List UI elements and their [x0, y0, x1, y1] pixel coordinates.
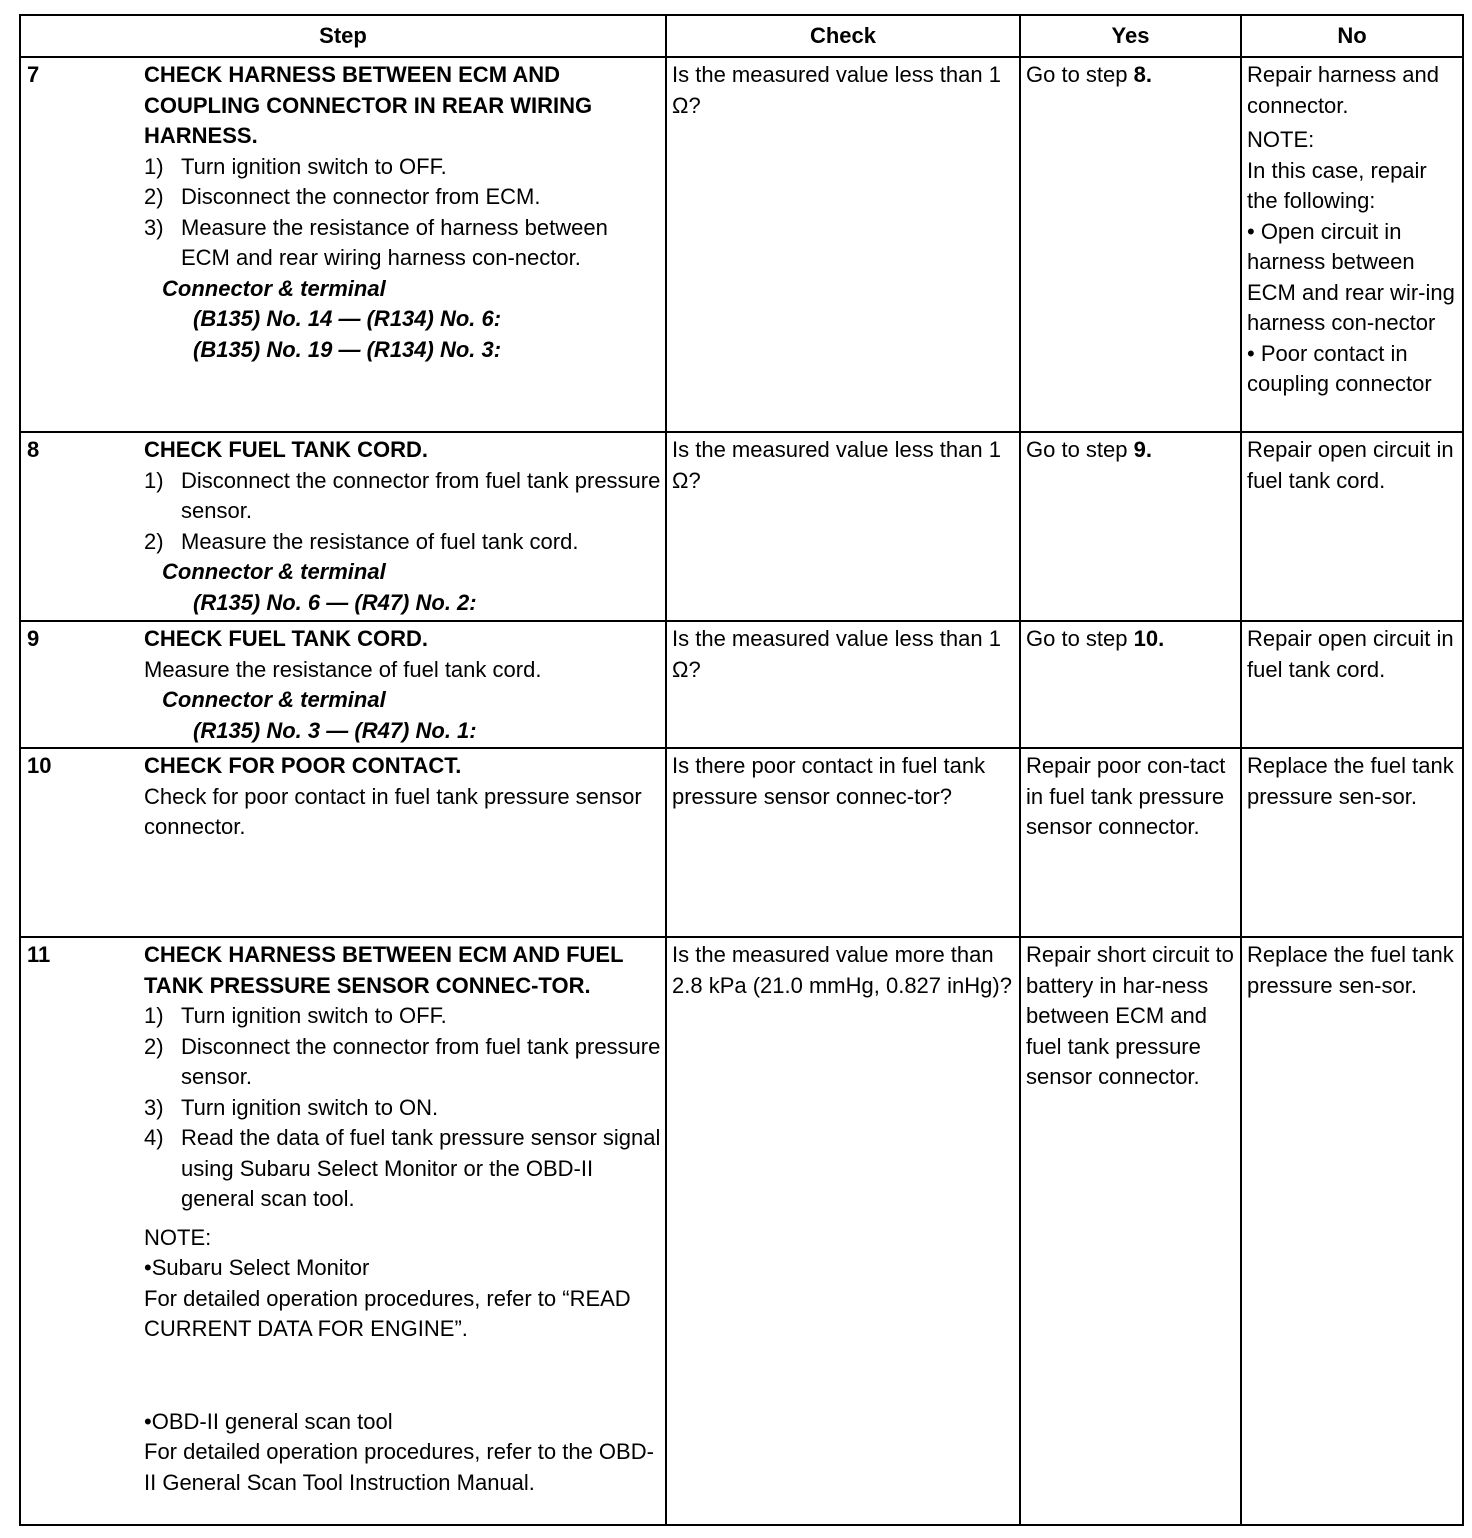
- step-number: 10: [27, 753, 52, 778]
- list-item: 3) Turn ignition switch to ON.: [144, 1094, 439, 1120]
- connector-terminal-line: (B135) No. 14 — (R134) No. 6:: [193, 306, 502, 331]
- connector-terminal-label: Connector & terminal: [162, 687, 386, 712]
- step-title: CHECK HARNESS BETWEEN ECM AND COUPLING CONNECTOR IN REAR WIRING HARNESS.: [144, 62, 593, 148]
- connector-terminal-line: (B135) No. 19 — (R134) No. 3:: [193, 336, 502, 362]
- table-row: [20, 621, 1463, 748]
- check-cell: Is the measured value less than 1 Ω?: [666, 57, 1020, 432]
- connector-terminal-label: Connector & terminal: [162, 559, 386, 584]
- yes-cell: Go to step 10.: [1020, 621, 1241, 748]
- step-title: CHECK FUEL TANK CORD.: [144, 437, 428, 462]
- header-row: [20, 15, 1463, 57]
- list-item: 4) Read the data of fuel tank pressure sensor signal using Subaru Select Monitor or the OBD-II general scan tool.: [144, 1125, 661, 1211]
- connector-terminal-line: (R135) No. 3 — (R47) No. 1:: [193, 717, 477, 743]
- header-step: Step: [20, 15, 666, 57]
- step-number: 8: [27, 437, 40, 462]
- step-instructions: [144, 466, 661, 558]
- list-item: 1) Turn ignition switch to OFF.: [144, 1003, 447, 1028]
- no-cell: Replace the fuel tank pressure sen-sor.: [1241, 937, 1463, 1525]
- yes-cell: Repair short circuit to battery in har-ness between ECM and fuel tank pressure sensor connector.: [1020, 937, 1241, 1525]
- table-row: [20, 748, 1463, 937]
- table-row: [20, 432, 1463, 621]
- no-cell: Repair open circuit in fuel tank cord.: [1241, 432, 1463, 621]
- no-cell: Repair open circuit in fuel tank cord.: [1241, 621, 1463, 748]
- check-cell: Is the measured value less than 1 Ω?: [666, 432, 1020, 621]
- step-intro: Check for poor contact in fuel tank pressure sensor connector.: [144, 783, 642, 839]
- check-cell: Is the measured value less than 1 Ω?: [666, 621, 1020, 748]
- no-cell: Repair harness and connector. NOTE: In this case, repair the following: • Open circuit in harness between ECM and rear wir-ing harness con-nector • Poor contact in coupling connector: [1241, 57, 1463, 432]
- step-cell: [20, 57, 666, 432]
- yes-cell: Repair poor con-tact in fuel tank pressure sensor connector.: [1020, 748, 1241, 937]
- connector-terminal-line: (R135) No. 6 — (R47) No. 2:: [193, 589, 477, 615]
- step-cell: [20, 748, 666, 937]
- step-title: CHECK FOR POOR CONTACT.: [144, 753, 462, 778]
- yes-cell: Go to step 9.: [1020, 432, 1241, 621]
- list-item: 2) Disconnect the connector from ECM.: [144, 184, 541, 209]
- step-intro: Measure the resistance of fuel tank cord.: [144, 656, 542, 682]
- header-no: No: [1241, 15, 1463, 57]
- obd-text: For detailed operation procedures, refer to the OBD-II General Scan Tool Instruction Manual.: [144, 1439, 654, 1495]
- note-label: NOTE:: [144, 1224, 212, 1250]
- header-check: Check: [666, 15, 1020, 57]
- ssm-bullet: •Subaru Select Monitor: [144, 1255, 370, 1280]
- step-cell: [20, 937, 666, 1525]
- list-item: 1) Disconnect the connector from fuel tank pressure sensor.: [144, 467, 661, 523]
- step-number: 9: [27, 626, 40, 651]
- step-instructions: [144, 152, 661, 274]
- yes-cell: Go to step 8.: [1020, 57, 1241, 432]
- check-cell: Is the measured value more than 2.8 kPa (21.0 mmHg, 0.827 inHg)?: [666, 937, 1020, 1525]
- step-cell: [20, 432, 666, 621]
- table-row: [20, 937, 1463, 1525]
- obd-bullet: •OBD-II general scan tool: [144, 1408, 393, 1434]
- step-title: CHECK HARNESS BETWEEN ECM AND FUEL TANK PRESSURE SENSOR CONNEC-TOR.: [144, 942, 624, 998]
- step-number: 7: [27, 62, 40, 87]
- step-cell: [20, 621, 666, 748]
- step-title: CHECK FUEL TANK CORD.: [144, 626, 428, 651]
- table-row: [20, 57, 1463, 432]
- header-yes: Yes: [1020, 15, 1241, 57]
- ssm-text: For detailed operation procedures, refer to “READ CURRENT DATA FOR ENGINE”.: [144, 1285, 631, 1341]
- list-item: 2) Measure the resistance of fuel tank cord.: [144, 528, 579, 554]
- list-item: 3) Measure the resistance of harness between ECM and rear wiring harness con-nector.: [144, 214, 608, 270]
- connector-terminal-label: Connector & terminal: [162, 275, 386, 301]
- no-cell: Replace the fuel tank pressure sen-sor.: [1241, 748, 1463, 937]
- list-item: 2) Disconnect the connector from fuel tank pressure sensor.: [144, 1033, 661, 1089]
- step-instructions: [144, 1001, 661, 1215]
- list-item: 1) Turn ignition switch to OFF.: [144, 153, 447, 179]
- check-cell: Is there poor contact in fuel tank pressure sensor connec-tor?: [666, 748, 1020, 937]
- step-number: 11: [27, 942, 51, 967]
- diagnostic-table: [19, 14, 1464, 1526]
